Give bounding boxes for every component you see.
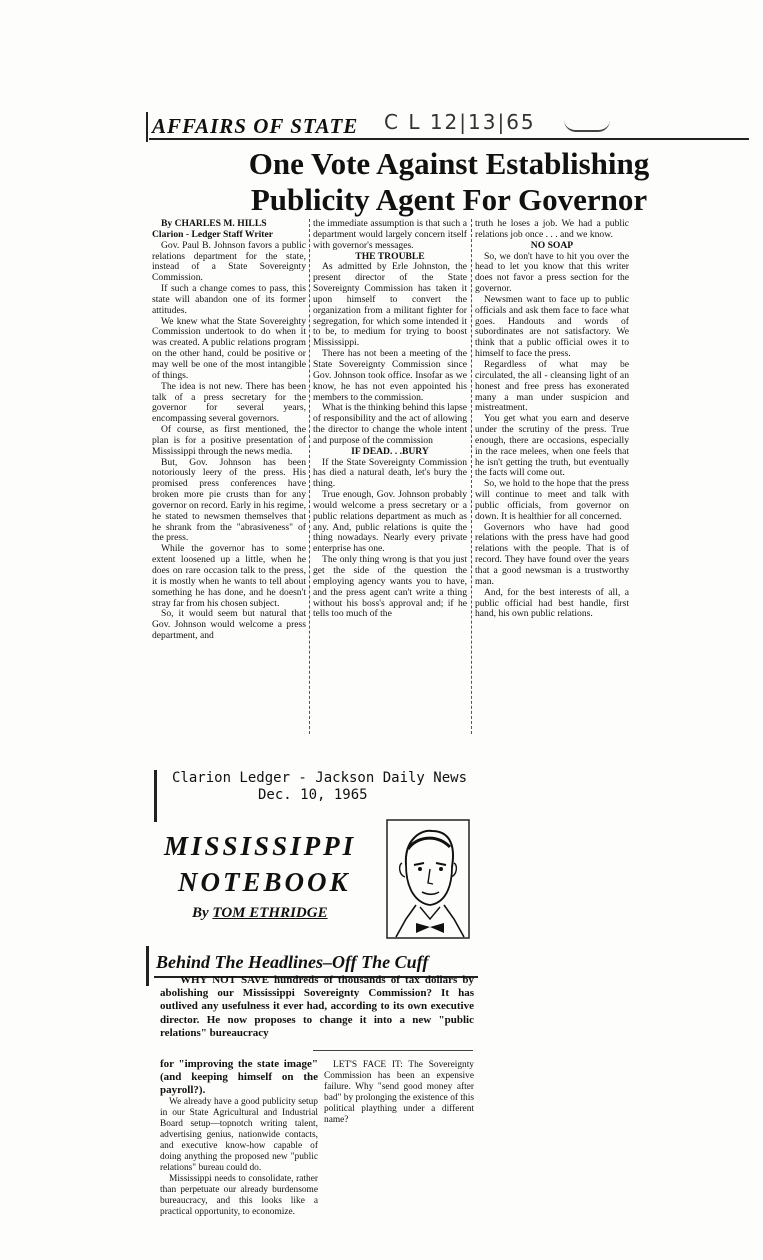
margin-bracket — [154, 770, 157, 822]
paragraph: So, it would seem but natural that Gov. Johnson would welcome a press department, and — [152, 608, 306, 642]
source-line-1: Clarion Ledger - Jackson Daily News — [172, 770, 468, 786]
heading-rule — [149, 138, 749, 140]
column-title-1: MISSISSIPPI — [164, 831, 357, 861]
paragraph: the immediate assumption is that such a department would largely concern itself with governor's messages. — [313, 218, 467, 251]
paragraph: The idea is not new. There has been talk of a press secretary for the governor for several years, encompassing several governors. — [152, 380, 306, 425]
column-headline: Behind The Headlines–Off The Cuff — [156, 952, 429, 972]
paragraph: And, for the best interests of all, a public official had best handle, first hand, his own public relations. — [475, 586, 629, 620]
byline-name: By CHARLES M. HILLS — [161, 218, 267, 229]
subheading-if-dead-bury: IF DEAD. . .BURY — [351, 445, 429, 457]
handwritten-mark — [564, 120, 610, 132]
paragraph: Newsmen want to face up to public officials and ask them face to face what goes. Handouts and words of subordinates are not satisfactory. We think that a public official owes it to himself to face the press. — [475, 293, 629, 360]
paragraph: So, we hold to the hope that the press will continue to meet and talk with public officials, from governor on down. It is healthier for all concerned. — [475, 478, 629, 522]
notebook-column-2 — [324, 1060, 474, 1126]
article-column-1 — [152, 219, 306, 642]
byline-org: Clarion - Ledger Staff Writer — [152, 228, 273, 240]
article-column-2 — [313, 219, 467, 620]
notebook-column-1 — [160, 1058, 318, 1218]
paragraph: for "improving the state image" (and keeping himself on the payroll?). — [160, 1058, 318, 1096]
paragraph: There has not been a meeting of the State Sovereignty Commission since Gov. Johnson took office. Insofar as we know, he has not even appointed his members to the commission. — [313, 348, 467, 403]
column-byline: By TOM ETHRIDGE — [192, 905, 328, 921]
source-stamp — [172, 770, 467, 804]
paragraph: Mississippi needs to consolidate, rather than perpetuate our already burdensome bureaucracy, and this looks like a practical opportunity, to economize. — [160, 1174, 318, 1217]
paragraph: The only thing wrong is that you just get the side of the question the employing agency wants you to have, and the press agent can't write a thing without his boss's approval and; if he tells too much of the — [313, 554, 467, 620]
paragraph: truth he loses a job. We had a public relations job once . . . and we know. — [475, 218, 629, 240]
paragraph: While the governor has to some extent loosened up a little, when he does on rare occasion talk to the press, it is mostly when he wants to tell about something he has done, and he doesn't stray far from his chosen subject. — [152, 543, 306, 609]
paragraph: LET'S FACE IT: The Sovereignty Commission has been an expensive failure. Why "send good money after bad" by prolonging the existence of this political plaything under a different name? — [324, 1060, 474, 1125]
paragraph: But, Gov. Johnson has been notoriously leery of the press. His promised press conferences have broken more pie crusts than for any governor on record. Early in his regime, he stated to newsmen themselves that he shrank from the "abrasiveness" of the press. — [152, 456, 306, 544]
byline-author: TOM ETHRIDGE — [212, 905, 328, 921]
subheading-the-trouble: THE TROUBLE — [355, 250, 425, 262]
paragraph: Of course, as first mentioned, the plan is for a positive presentation of Mississippi through the news media. — [152, 424, 306, 457]
source-line-2: Dec. 10, 1965 — [258, 787, 368, 803]
column-rule — [146, 112, 148, 142]
column-title-2: NOTEBOOK — [178, 867, 351, 897]
column-divider — [309, 219, 310, 734]
paragraph: We knew what the State Sovereighty Commission undertook to do when it was created. A public relations program on the other hand, could be positive or may well be one of the most intangible of things. — [152, 315, 306, 381]
handwritten-date: C L 12|13|65 — [384, 110, 536, 134]
paragraph: As admitted by Erle Johnston, the present director of the State Sovereignty Commission has taken it upon himself to convert the organization from a militant fighter for segregation, for which some intended it to be, to medium for trying to boost Mississippi. — [313, 261, 467, 349]
margin-bracket — [146, 946, 149, 986]
paragraph: Governors who have had good relations with the press have had good relations with the people. That is of record. They have found over the years that a good newsman is a trustworthy man. — [475, 521, 629, 587]
paragraph: We already have a good publicity setup in our State Agricultural and Industrial Board setup—topnotch writing talent, advertising genius, nationwide contacts, and executive know-how capable of doing anything the proposed new "public relations" bureau could do. — [160, 1097, 318, 1173]
paragraph: Gov. Paul B. Johnson favors a public relations department for the state, instead of a State Sovereignty Commission. — [152, 239, 306, 284]
lead-paragraph — [160, 974, 474, 1040]
headline-line-2: Publicity Agent For Governor — [250, 182, 648, 217]
paragraph: If such a change comes to pass, this state will abandon one of its former attitudes. — [152, 283, 306, 316]
paragraph: WHY NOT SAVE hundreds of thousands of tax dollars by abolishing our Mississippi Sovereignty Commission? It has outlived any usefulness it ever had, according to its own executive director. He now proposes to change it into a new "public relations" bureaucracy — [160, 974, 474, 1039]
paragraph: You get what you earn and deserve under the scrutiny of the press. True enough, there are occasions, especially in the race melees, when one feels that he isn't getting the truth, but eventually the facts will come out. — [475, 413, 629, 479]
section-heading: AFFAIRS OF STATE — [152, 114, 359, 138]
subheading-no-soap: NO SOAP — [530, 239, 574, 251]
column-rule — [313, 1050, 473, 1051]
paragraph: So, we don't have to hit you over the head to let you know that this writer does not favor a press section for the governor. — [475, 250, 629, 295]
paragraph: What is the thinking behind this lapse of responsibility and the act of allowing the director to change the whole intent and purpose of the commission — [313, 402, 467, 446]
article-column-3 — [475, 219, 629, 620]
paragraph: Regardless of what may be circulated, the all - cleansing light of an honest and free press has exonerated many a man under suspicion and mistreatment. — [475, 358, 629, 414]
headline-line-1: One Vote Against Establishing — [248, 146, 650, 181]
paragraph: True enough, Gov. Johnson probably would welcome a press secretary or a public relations department as much as any. And, public relations is quite the thing nowadays. Nearly every private enterprise has one. — [313, 489, 467, 555]
column-divider — [471, 219, 472, 734]
author-portrait — [386, 819, 470, 939]
paragraph: If the State Sovereignty Commission has died a natural death, let's bury the thing. — [313, 456, 467, 490]
